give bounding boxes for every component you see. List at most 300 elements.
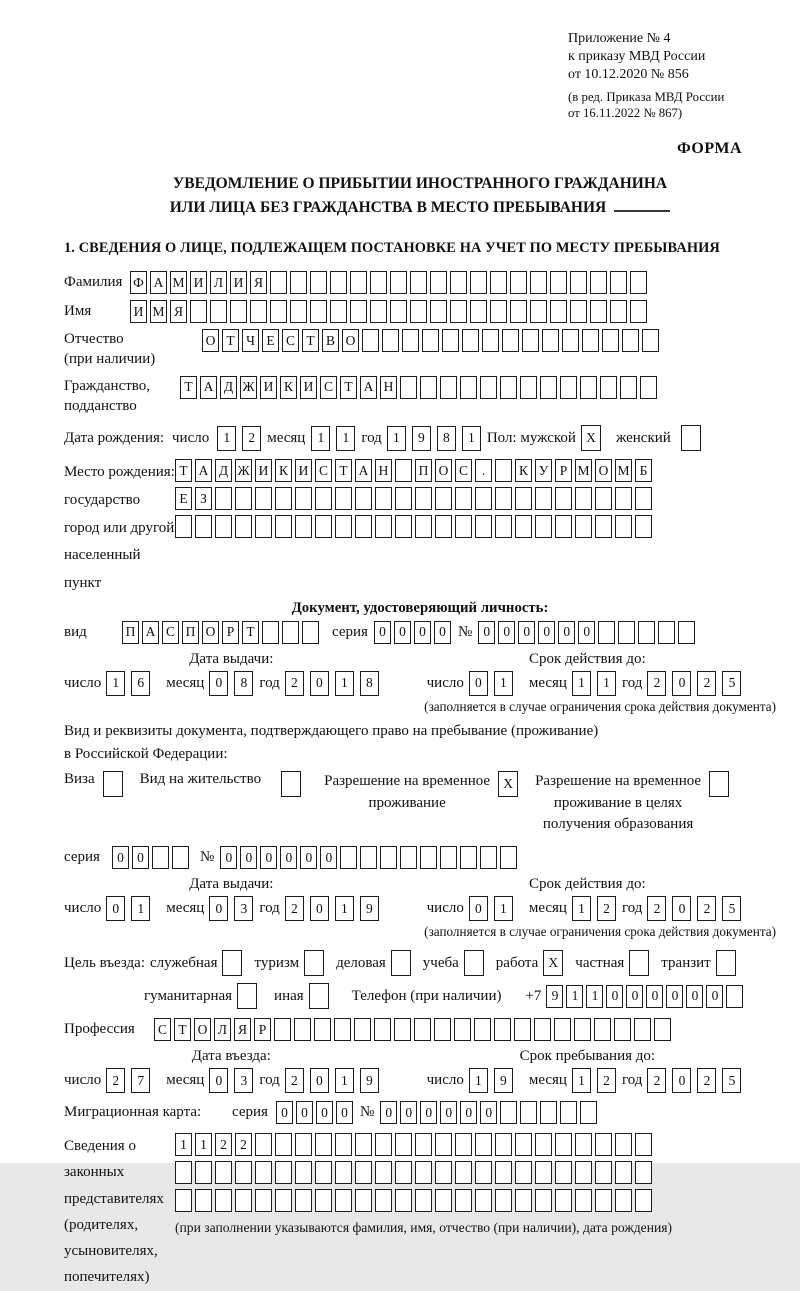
firstname-char-box[interactable] [230, 300, 247, 323]
iddoc-series-box[interactable]: 0 [374, 621, 391, 644]
surname-char-box[interactable]: И [230, 271, 247, 294]
birthplace-char-box[interactable] [475, 487, 492, 510]
iddoc-type-char-box[interactable] [302, 621, 319, 644]
purpose-private-checkbox[interactable] [629, 950, 649, 976]
migration-number-box[interactable] [540, 1101, 557, 1124]
birthplace-char-box[interactable]: И [255, 459, 272, 482]
birthplace-char-box[interactable] [395, 515, 412, 538]
representatives-char-box[interactable] [175, 1161, 192, 1184]
iddoc-number-box[interactable] [598, 621, 615, 644]
representatives-char-box[interactable] [615, 1189, 632, 1212]
birthplace-char-box[interactable]: О [595, 459, 612, 482]
purpose-transit-checkbox[interactable] [716, 950, 736, 976]
citizenship-char-box[interactable] [580, 376, 597, 399]
profession-char-box[interactable]: Я [234, 1018, 251, 1041]
birthplace-char-box[interactable] [415, 515, 432, 538]
firstname-char-box[interactable] [550, 300, 567, 323]
birthplace-char-box[interactable] [215, 487, 232, 510]
firstname-char-box[interactable] [490, 300, 507, 323]
representatives-char-box[interactable] [455, 1133, 472, 1156]
birthplace-char-box[interactable]: К [515, 459, 532, 482]
stay-until-year-box[interactable]: 2 [647, 1068, 666, 1093]
representatives-char-box[interactable] [595, 1189, 612, 1212]
representatives-char-box[interactable] [395, 1189, 412, 1212]
profession-char-box[interactable]: С [154, 1018, 171, 1041]
representatives-char-box[interactable] [555, 1161, 572, 1184]
surname-char-box[interactable] [310, 271, 327, 294]
birthplace-char-box[interactable] [175, 515, 192, 538]
birthplace-char-box[interactable] [215, 515, 232, 538]
representatives-char-box[interactable] [335, 1189, 352, 1212]
citizenship-char-box[interactable]: Ж [240, 376, 257, 399]
surname-char-box[interactable] [470, 271, 487, 294]
phone-digit-box[interactable]: 0 [666, 985, 683, 1008]
representatives-char-box[interactable] [635, 1161, 652, 1184]
citizenship-char-box[interactable]: Т [180, 376, 197, 399]
birthplace-char-box[interactable]: С [455, 459, 472, 482]
staydoc-number-box[interactable] [400, 846, 417, 869]
birthplace-char-box[interactable] [515, 515, 532, 538]
patronymic-char-box[interactable] [442, 329, 459, 352]
representatives-char-box[interactable] [475, 1189, 492, 1212]
birthplace-char-box[interactable] [575, 487, 592, 510]
stay-until-day-box[interactable]: 9 [494, 1068, 513, 1093]
stay-until-day-box[interactable]: 1 [469, 1068, 488, 1093]
representatives-char-box[interactable] [195, 1189, 212, 1212]
firstname-char-box[interactable] [210, 300, 227, 323]
birthplace-char-box[interactable] [535, 487, 552, 510]
iddoc-number-box[interactable]: 0 [538, 621, 555, 644]
stay-until-month-box[interactable]: 2 [597, 1068, 616, 1093]
entry-year-box[interactable]: 1 [335, 1068, 354, 1093]
birthplace-char-box[interactable] [435, 515, 452, 538]
representatives-char-box[interactable] [295, 1189, 312, 1212]
representatives-char-box[interactable] [555, 1189, 572, 1212]
firstname-char-box[interactable] [570, 300, 587, 323]
staydoc-series-box[interactable] [172, 846, 189, 869]
male-checkbox[interactable]: X [581, 425, 601, 451]
entry-month-box[interactable]: 0 [209, 1068, 228, 1093]
staydoc-valid-month-box[interactable]: 2 [597, 896, 616, 921]
firstname-char-box[interactable] [410, 300, 427, 323]
patronymic-char-box[interactable]: С [282, 329, 299, 352]
birthplace-char-box[interactable]: У [535, 459, 552, 482]
firstname-char-box[interactable] [430, 300, 447, 323]
representatives-char-box[interactable] [435, 1133, 452, 1156]
entry-year-box[interactable]: 2 [285, 1068, 304, 1093]
surname-char-box[interactable] [290, 271, 307, 294]
representatives-char-box[interactable] [455, 1189, 472, 1212]
firstname-char-box[interactable]: М [150, 300, 167, 323]
birthplace-char-box[interactable] [535, 515, 552, 538]
migration-number-box[interactable]: 0 [380, 1101, 397, 1124]
birthplace-char-box[interactable] [355, 515, 372, 538]
surname-char-box[interactable] [630, 271, 647, 294]
stay-until-month-box[interactable]: 1 [572, 1068, 591, 1093]
surname-char-box[interactable] [610, 271, 627, 294]
iddoc-number-box[interactable] [658, 621, 675, 644]
birthplace-char-box[interactable] [435, 487, 452, 510]
citizenship-char-box[interactable] [460, 376, 477, 399]
representatives-char-box[interactable] [515, 1133, 532, 1156]
profession-char-box[interactable] [354, 1018, 371, 1041]
staydoc-number-box[interactable] [460, 846, 477, 869]
birth-year-box[interactable]: 8 [437, 426, 456, 451]
patronymic-char-box[interactable] [362, 329, 379, 352]
rvp-checkbox[interactable]: X [498, 771, 518, 797]
iddoc-issue-year-box[interactable]: 2 [285, 671, 304, 696]
staydoc-number-box[interactable]: 0 [300, 846, 317, 869]
patronymic-char-box[interactable]: Ч [242, 329, 259, 352]
patronymic-char-box[interactable] [562, 329, 579, 352]
citizenship-char-box[interactable] [420, 376, 437, 399]
migration-number-box[interactable] [520, 1101, 537, 1124]
birthplace-char-box[interactable] [315, 515, 332, 538]
representatives-char-box[interactable] [255, 1133, 272, 1156]
profession-char-box[interactable] [574, 1018, 591, 1041]
patronymic-char-box[interactable] [602, 329, 619, 352]
representatives-char-box[interactable] [575, 1133, 592, 1156]
surname-char-box[interactable]: Я [250, 271, 267, 294]
patronymic-char-box[interactable] [542, 329, 559, 352]
migration-number-box[interactable] [560, 1101, 577, 1124]
iddoc-type-char-box[interactable]: П [182, 621, 199, 644]
representatives-char-box[interactable] [535, 1161, 552, 1184]
birthplace-char-box[interactable] [375, 515, 392, 538]
representatives-char-box[interactable] [255, 1161, 272, 1184]
representatives-char-box[interactable] [635, 1189, 652, 1212]
representatives-char-box[interactable] [355, 1189, 372, 1212]
representatives-char-box[interactable] [595, 1133, 612, 1156]
citizenship-char-box[interactable] [520, 376, 537, 399]
surname-char-box[interactable] [390, 271, 407, 294]
profession-char-box[interactable]: Л [214, 1018, 231, 1041]
citizenship-char-box[interactable]: Т [340, 376, 357, 399]
representatives-char-box[interactable] [435, 1189, 452, 1212]
staydoc-number-box[interactable] [500, 846, 517, 869]
birthplace-char-box[interactable] [475, 515, 492, 538]
visa-checkbox[interactable] [103, 771, 123, 797]
migration-number-box[interactable] [580, 1101, 597, 1124]
birth-year-box[interactable]: 1 [387, 426, 406, 451]
staydoc-number-box[interactable] [480, 846, 497, 869]
birthplace-char-box[interactable] [295, 515, 312, 538]
representatives-char-box[interactable]: 2 [215, 1133, 232, 1156]
profession-char-box[interactable] [534, 1018, 551, 1041]
birthplace-char-box[interactable] [635, 515, 652, 538]
profession-char-box[interactable] [274, 1018, 291, 1041]
birthplace-char-box[interactable] [255, 515, 272, 538]
representatives-char-box[interactable] [615, 1161, 632, 1184]
staydoc-series-box[interactable]: 0 [112, 846, 129, 869]
entry-day-box[interactable]: 2 [106, 1068, 125, 1093]
iddoc-type-char-box[interactable] [282, 621, 299, 644]
representatives-char-box[interactable] [515, 1161, 532, 1184]
iddoc-type-char-box[interactable]: А [142, 621, 159, 644]
profession-char-box[interactable] [494, 1018, 511, 1041]
representatives-char-box[interactable] [315, 1161, 332, 1184]
representatives-char-box[interactable] [355, 1133, 372, 1156]
representatives-char-box[interactable] [275, 1133, 292, 1156]
migration-number-box[interactable]: 0 [420, 1101, 437, 1124]
purpose-study-checkbox[interactable] [464, 950, 484, 976]
representatives-char-box[interactable] [215, 1189, 232, 1212]
representatives-char-box[interactable] [615, 1133, 632, 1156]
representatives-char-box[interactable] [415, 1189, 432, 1212]
staydoc-number-box[interactable]: 0 [220, 846, 237, 869]
birthplace-char-box[interactable] [555, 515, 572, 538]
representatives-char-box[interactable] [535, 1133, 552, 1156]
phone-digit-box[interactable]: 0 [706, 985, 723, 1008]
staydoc-number-box[interactable]: 0 [260, 846, 277, 869]
firstname-char-box[interactable] [450, 300, 467, 323]
representatives-char-box[interactable] [435, 1161, 452, 1184]
citizenship-char-box[interactable] [600, 376, 617, 399]
iddoc-type-char-box[interactable]: П [122, 621, 139, 644]
entry-year-box[interactable]: 9 [360, 1068, 379, 1093]
representatives-char-box[interactable] [455, 1161, 472, 1184]
iddoc-valid-day-box[interactable]: 0 [469, 671, 488, 696]
staydoc-number-box[interactable]: 0 [320, 846, 337, 869]
staydoc-valid-year-box[interactable]: 0 [672, 896, 691, 921]
surname-char-box[interactable]: И [190, 271, 207, 294]
phone-digit-box[interactable]: 0 [686, 985, 703, 1008]
surname-char-box[interactable]: М [170, 271, 187, 294]
citizenship-char-box[interactable]: А [360, 376, 377, 399]
surname-char-box[interactable] [570, 271, 587, 294]
patronymic-char-box[interactable] [402, 329, 419, 352]
profession-char-box[interactable] [614, 1018, 631, 1041]
profession-char-box[interactable]: Т [174, 1018, 191, 1041]
representatives-char-box[interactable] [555, 1133, 572, 1156]
firstname-char-box[interactable] [610, 300, 627, 323]
iddoc-valid-month-box[interactable]: 1 [572, 671, 591, 696]
citizenship-char-box[interactable]: А [200, 376, 217, 399]
representatives-char-box[interactable] [535, 1189, 552, 1212]
surname-char-box[interactable]: Л [210, 271, 227, 294]
surname-char-box[interactable] [530, 271, 547, 294]
citizenship-char-box[interactable] [540, 376, 557, 399]
birth-day-box[interactable]: 2 [242, 426, 261, 451]
birthplace-char-box[interactable] [595, 515, 612, 538]
iddoc-series-box[interactable]: 0 [394, 621, 411, 644]
staydoc-issue-year-box[interactable]: 1 [335, 896, 354, 921]
staydoc-issue-day-box[interactable]: 0 [106, 896, 125, 921]
iddoc-valid-year-box[interactable]: 2 [697, 671, 716, 696]
representatives-char-box[interactable] [575, 1189, 592, 1212]
staydoc-issue-day-box[interactable]: 1 [131, 896, 150, 921]
birthplace-char-box[interactable] [195, 515, 212, 538]
representatives-char-box[interactable] [495, 1189, 512, 1212]
iddoc-number-box[interactable]: 0 [578, 621, 595, 644]
representatives-char-box[interactable] [175, 1189, 192, 1212]
birthplace-char-box[interactable] [415, 487, 432, 510]
iddoc-issue-year-box[interactable]: 1 [335, 671, 354, 696]
firstname-char-box[interactable] [370, 300, 387, 323]
birthplace-char-box[interactable]: А [355, 459, 372, 482]
birthplace-char-box[interactable]: О [435, 459, 452, 482]
firstname-char-box[interactable] [510, 300, 527, 323]
profession-char-box[interactable] [414, 1018, 431, 1041]
surname-char-box[interactable] [330, 271, 347, 294]
representatives-char-box[interactable] [315, 1189, 332, 1212]
birthplace-char-box[interactable] [615, 515, 632, 538]
iddoc-number-box[interactable]: 0 [478, 621, 495, 644]
birthplace-char-box[interactable] [235, 487, 252, 510]
stay-until-year-box[interactable]: 2 [697, 1068, 716, 1093]
citizenship-char-box[interactable] [500, 376, 517, 399]
representatives-char-box[interactable] [255, 1189, 272, 1212]
firstname-char-box[interactable] [470, 300, 487, 323]
birthplace-char-box[interactable]: . [475, 459, 492, 482]
iddoc-valid-year-box[interactable]: 5 [722, 671, 741, 696]
birthplace-char-box[interactable] [595, 487, 612, 510]
profession-char-box[interactable] [654, 1018, 671, 1041]
birthplace-char-box[interactable] [455, 487, 472, 510]
representatives-char-box[interactable] [215, 1161, 232, 1184]
patronymic-char-box[interactable]: В [322, 329, 339, 352]
birthplace-char-box[interactable]: А [195, 459, 212, 482]
migration-series-box[interactable]: 0 [276, 1101, 293, 1124]
birthplace-char-box[interactable] [555, 487, 572, 510]
firstname-char-box[interactable]: И [130, 300, 147, 323]
iddoc-issue-month-box[interactable]: 8 [234, 671, 253, 696]
phone-digit-box[interactable] [726, 985, 743, 1008]
birthplace-char-box[interactable] [395, 459, 412, 482]
patronymic-char-box[interactable] [482, 329, 499, 352]
citizenship-char-box[interactable]: И [300, 376, 317, 399]
staydoc-issue-year-box[interactable]: 2 [285, 896, 304, 921]
representatives-char-box[interactable] [275, 1189, 292, 1212]
staydoc-issue-month-box[interactable]: 3 [234, 896, 253, 921]
representatives-char-box[interactable] [495, 1161, 512, 1184]
phone-digit-box[interactable]: 1 [586, 985, 603, 1008]
firstname-char-box[interactable] [590, 300, 607, 323]
iddoc-issue-year-box[interactable]: 0 [310, 671, 329, 696]
representatives-char-box[interactable] [475, 1133, 492, 1156]
staydoc-issue-year-box[interactable]: 9 [360, 896, 379, 921]
citizenship-char-box[interactable] [440, 376, 457, 399]
birthplace-char-box[interactable] [275, 487, 292, 510]
iddoc-number-box[interactable] [678, 621, 695, 644]
iddoc-valid-year-box[interactable]: 2 [647, 671, 666, 696]
iddoc-number-box[interactable]: 0 [498, 621, 515, 644]
staydoc-valid-day-box[interactable]: 0 [469, 896, 488, 921]
surname-char-box[interactable] [410, 271, 427, 294]
iddoc-number-box[interactable] [638, 621, 655, 644]
staydoc-number-box[interactable]: 0 [240, 846, 257, 869]
patronymic-char-box[interactable]: Е [262, 329, 279, 352]
representatives-char-box[interactable] [635, 1133, 652, 1156]
iddoc-type-char-box[interactable] [262, 621, 279, 644]
representatives-char-box[interactable] [375, 1133, 392, 1156]
phone-digit-box[interactable]: 0 [606, 985, 623, 1008]
iddoc-issue-day-box[interactable]: 6 [131, 671, 150, 696]
surname-char-box[interactable] [590, 271, 607, 294]
firstname-char-box[interactable] [530, 300, 547, 323]
representatives-char-box[interactable] [595, 1161, 612, 1184]
patronymic-char-box[interactable]: Т [222, 329, 239, 352]
patronymic-char-box[interactable]: О [202, 329, 219, 352]
birthplace-char-box[interactable]: М [615, 459, 632, 482]
birthplace-char-box[interactable] [275, 515, 292, 538]
birthplace-char-box[interactable] [335, 515, 352, 538]
representatives-char-box[interactable] [415, 1161, 432, 1184]
birthplace-char-box[interactable]: Б [635, 459, 652, 482]
representatives-char-box[interactable] [395, 1133, 412, 1156]
iddoc-type-char-box[interactable]: С [162, 621, 179, 644]
surname-char-box[interactable] [550, 271, 567, 294]
iddoc-valid-day-box[interactable]: 1 [494, 671, 513, 696]
profession-char-box[interactable] [374, 1018, 391, 1041]
citizenship-char-box[interactable] [560, 376, 577, 399]
birthplace-char-box[interactable]: М [575, 459, 592, 482]
residence-permit-checkbox[interactable] [281, 771, 301, 797]
representatives-char-box[interactable] [335, 1133, 352, 1156]
stay-until-year-box[interactable]: 0 [672, 1068, 691, 1093]
migration-number-box[interactable]: 0 [440, 1101, 457, 1124]
patronymic-char-box[interactable]: О [342, 329, 359, 352]
representatives-char-box[interactable] [575, 1161, 592, 1184]
birthplace-char-box[interactable] [515, 487, 532, 510]
firstname-char-box[interactable]: Я [170, 300, 187, 323]
birthplace-char-box[interactable] [615, 487, 632, 510]
entry-day-box[interactable]: 7 [131, 1068, 150, 1093]
phone-digit-box[interactable]: 0 [646, 985, 663, 1008]
surname-char-box[interactable]: Ф [130, 271, 147, 294]
representatives-char-box[interactable]: 1 [175, 1133, 192, 1156]
firstname-char-box[interactable] [350, 300, 367, 323]
surname-char-box[interactable] [430, 271, 447, 294]
patronymic-char-box[interactable] [462, 329, 479, 352]
representatives-char-box[interactable]: 1 [195, 1133, 212, 1156]
profession-char-box[interactable] [294, 1018, 311, 1041]
representatives-char-box[interactable] [475, 1161, 492, 1184]
purpose-other-checkbox[interactable] [309, 983, 329, 1009]
citizenship-char-box[interactable]: К [280, 376, 297, 399]
birthplace-char-box[interactable]: Е [175, 487, 192, 510]
surname-char-box[interactable] [370, 271, 387, 294]
staydoc-valid-year-box[interactable]: 5 [722, 896, 741, 921]
birthplace-char-box[interactable] [575, 515, 592, 538]
iddoc-number-box[interactable]: 0 [518, 621, 535, 644]
birthplace-char-box[interactable]: К [275, 459, 292, 482]
migration-number-box[interactable]: 0 [400, 1101, 417, 1124]
citizenship-char-box[interactable]: Д [220, 376, 237, 399]
birthplace-char-box[interactable] [355, 487, 372, 510]
staydoc-series-box[interactable] [152, 846, 169, 869]
birthplace-char-box[interactable]: С [315, 459, 332, 482]
birthplace-char-box[interactable]: З [195, 487, 212, 510]
citizenship-char-box[interactable] [640, 376, 657, 399]
birthplace-char-box[interactable]: П [415, 459, 432, 482]
patronymic-char-box[interactable] [622, 329, 639, 352]
birthplace-char-box[interactable] [495, 515, 512, 538]
birthplace-char-box[interactable] [295, 487, 312, 510]
migration-series-box[interactable]: 0 [296, 1101, 313, 1124]
phone-digit-box[interactable]: 1 [566, 985, 583, 1008]
purpose-humanitarian-checkbox[interactable] [237, 983, 257, 1009]
representatives-char-box[interactable] [395, 1161, 412, 1184]
profession-char-box[interactable] [454, 1018, 471, 1041]
birthplace-char-box[interactable] [315, 487, 332, 510]
birthplace-char-box[interactable] [255, 487, 272, 510]
iddoc-number-box[interactable]: 0 [558, 621, 575, 644]
staydoc-number-box[interactable]: 0 [280, 846, 297, 869]
birthplace-char-box[interactable] [495, 459, 512, 482]
patronymic-char-box[interactable] [582, 329, 599, 352]
representatives-char-box[interactable] [235, 1189, 252, 1212]
